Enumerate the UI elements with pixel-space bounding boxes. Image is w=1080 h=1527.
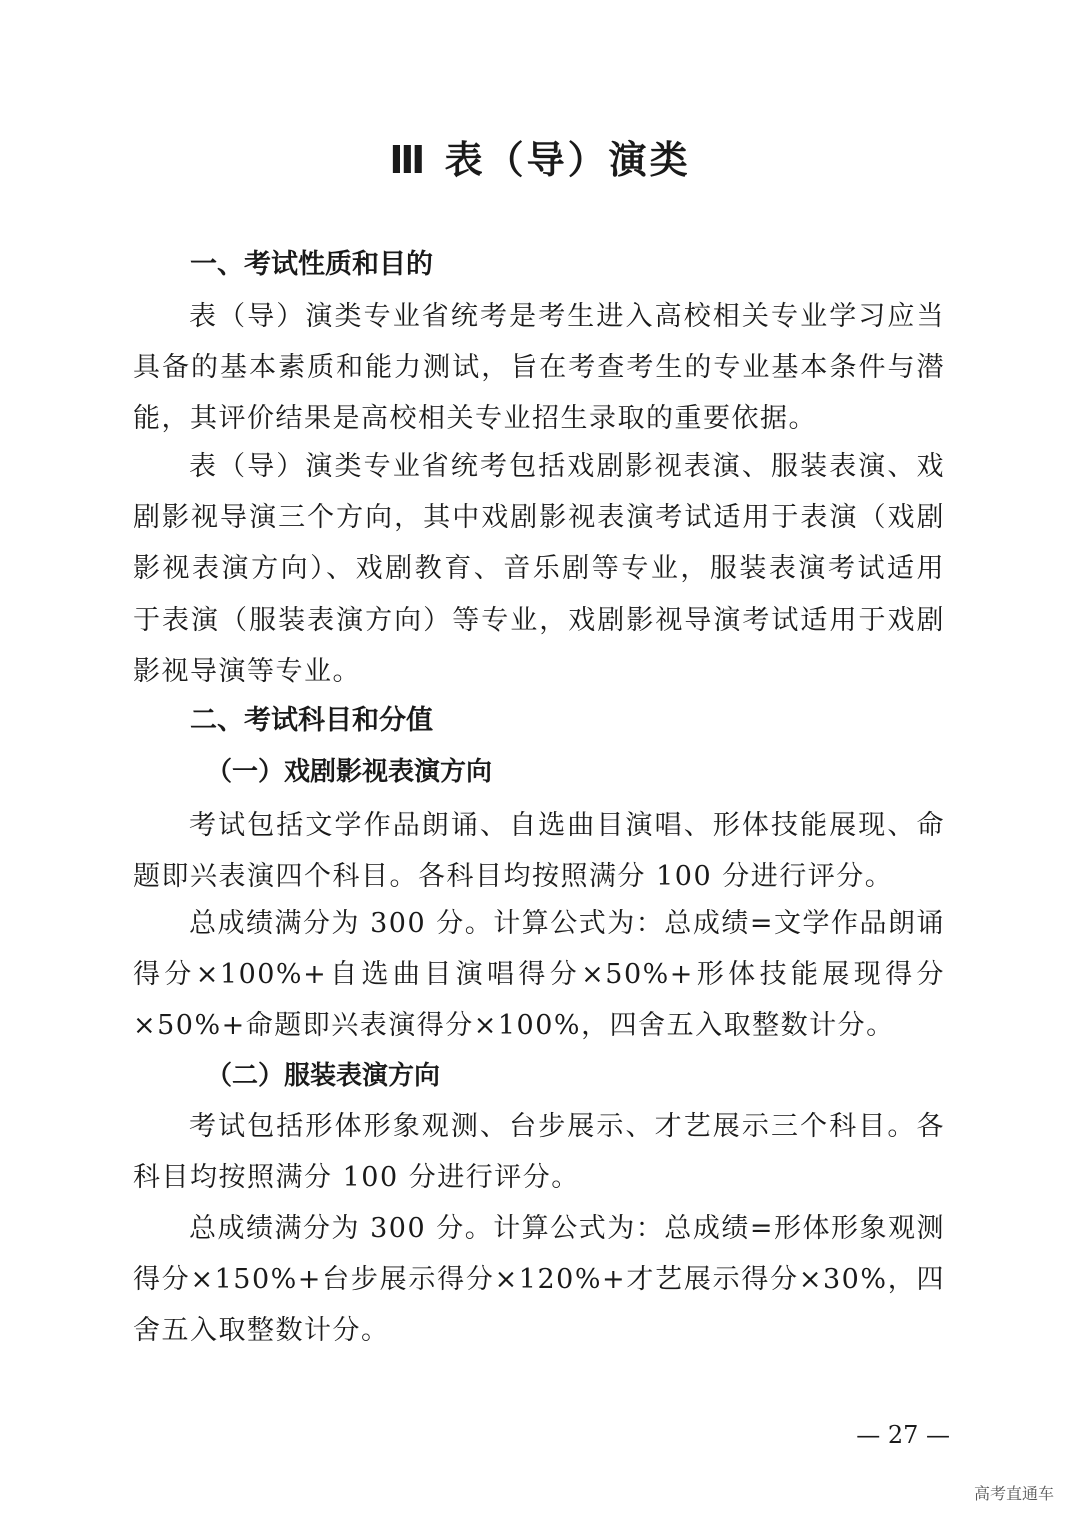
paragraph-purpose: 表（导）演类专业省统考是考生进入高校相关专业学习应当具备的基本素质和能力测试，旨在考查考生的专业基本条件与潜能，其评价结果是高校相关专业招生录取的重要依据。 (133, 301, 945, 435)
page-number: — 27 — (856, 1421, 950, 1449)
paragraph-fashion-formula: 总成绩满分为 300 分。计算公式为：总成绩=形体形象观测得分×150%+台步展示得分×120%+才艺展示得分×30%，四舍五入取整数计分。 (133, 1213, 945, 1347)
subsection-heading-fashion-performance: （二）服装表演方向 (206, 1061, 441, 1091)
page-title: Ⅲ 表（导）演类 (389, 138, 691, 182)
paragraph-directions: 表（导）演类专业省统考包括戏剧影视表演、服装表演、戏剧影视导演三个方向，其中戏剧影视表演考试适用于表演（戏剧影视表演方向）、戏剧教育、音乐剧等专业，服装表演考试适用于表演（服装表演方向）等专业，戏剧影视导演考试适用于戏剧影视导演等专业。 (133, 451, 945, 687)
watermark-text: 高考直通车 (973, 1484, 1054, 1503)
paragraph-fashion-subjects: 考试包括形体形象观测、台步展示、才艺展示三个科目。各科目均按照满分 100 分进行评分。 (133, 1111, 945, 1194)
section-heading-subjects: 二、考试科目和分值 (190, 705, 433, 736)
subsection-heading-drama-performance: （一）戏剧影视表演方向 (206, 757, 493, 787)
paragraph-drama-formula: 总成绩满分为 300 分。计算公式为：总成绩=文学作品朗诵得分×100%+自选曲目演唱得分×50%+形体技能展现得分×50%+命题即兴表演得分×100%，四舍五入取整数计分。 (133, 908, 945, 1042)
section-heading-purpose: 一、考试性质和目的 (190, 249, 433, 280)
paragraph-drama-subjects: 考试包括文学作品朗诵、自选曲目演唱、形体技能展现、命题即兴表演四个科目。各科目均按照满分 100 分进行评分。 (133, 810, 945, 893)
